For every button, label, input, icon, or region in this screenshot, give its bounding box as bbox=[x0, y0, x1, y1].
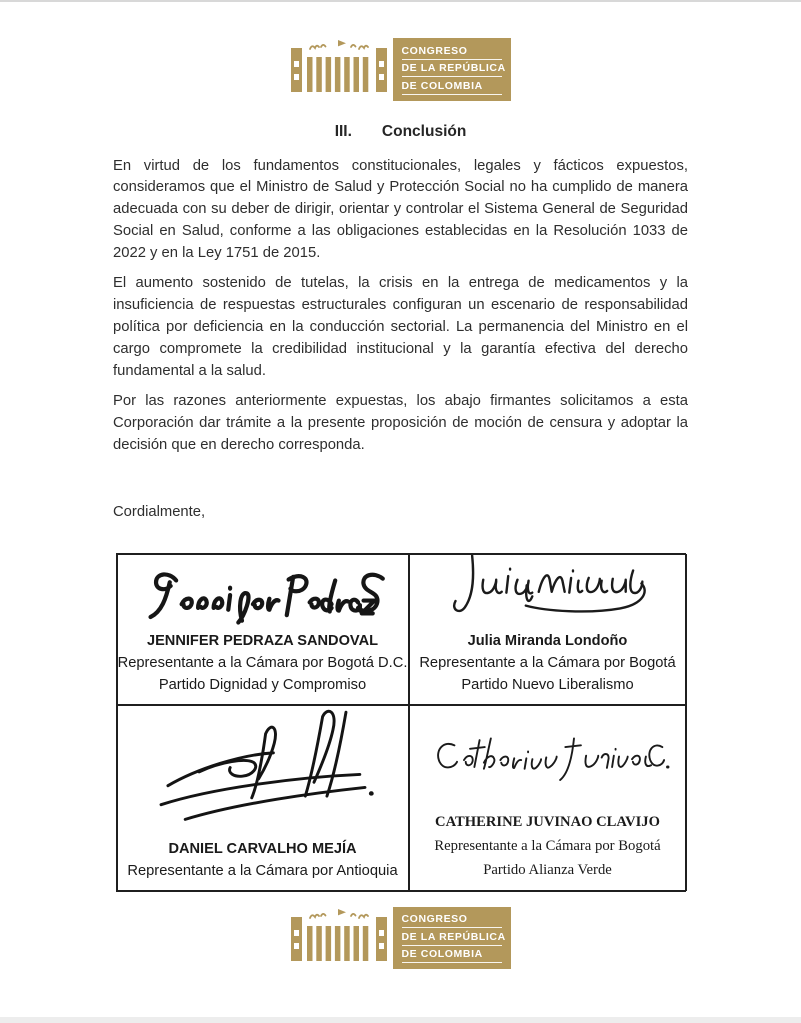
section-title: Conclusión bbox=[381, 122, 467, 140]
signatory-party: Partido Nuevo Liberalismo bbox=[461, 676, 634, 693]
paragraph-2: El aumento sostenido de tutelas, la crisis en la entrega de medicamentos y la insuficiencia de respuestas estructurales configuran un escenario de responsabilidad política por deficiencia en la conducción sectorial. La permanencia del Ministro en el cargo compromete la credibilidad institucional y la garantía efectiva del derecho fundamental a la salud. bbox=[113, 275, 688, 379]
signatory-title: Representante a la Cámara por Bogotá D.C. bbox=[117, 654, 408, 671]
signatory-title: Representante a la Cámara por Antioquia bbox=[127, 862, 398, 879]
signatory-name: JENNIFER PEDRAZA SANDOVAL bbox=[146, 632, 379, 649]
logo-line-3: DE COLOMBIA bbox=[402, 946, 502, 964]
paragraph-1: En virtud de los fundamentos constitucionales, legales y fácticos expuestos, consideramos que el Ministro de Salud y Protección Social no ha cumplido de manera adecuada con su deber de dirigir, orientar y controlar el Sistema General de Seguridad Social en Salud, conforme a las obligaciones establecidas en la Resolución 1033 de 2022 y en la Ley 1751 de 2015. bbox=[113, 157, 688, 261]
signature-cell-julia-miranda bbox=[409, 554, 687, 705]
signatory-name: DANIEL CARVALHO MEJÍA bbox=[168, 840, 357, 857]
signature-jennifer-pedraza-image bbox=[138, 564, 388, 628]
signature-cell-daniel-carvalho bbox=[117, 705, 409, 891]
logo-line-2: DE LA REPÚBLICA bbox=[402, 928, 502, 946]
section-heading bbox=[0, 123, 801, 141]
section-number: III. bbox=[334, 122, 352, 140]
signature-julia-miranda-image bbox=[437, 554, 659, 628]
signature-daniel-carvalho-image bbox=[142, 706, 384, 836]
capitol-building-icon bbox=[291, 907, 387, 961]
congress-logo-bottom bbox=[0, 907, 801, 970]
signature-cell-catherine-juvinao bbox=[409, 705, 687, 891]
signature-catherine-juvinao-image bbox=[425, 726, 671, 808]
logo-line-2: DE LA REPÚBLICA bbox=[402, 60, 502, 78]
signature-cell-jennifer-pedraza bbox=[117, 554, 409, 705]
paragraph-3: Por las razones anteriormente expuestas, los abajo firmantes solicitamos a esta Corporación dar trámite a la presente proposición de moción de censura y adoptar la decisión que en derecho corresponda. bbox=[113, 393, 688, 454]
signatory-party: Partido Alianza Verde bbox=[483, 861, 612, 878]
closing-salutation: Cordialmente, bbox=[113, 503, 206, 520]
signatory-title: Representante a la Cámara por Bogotá bbox=[434, 837, 661, 854]
signatory-name: CATHERINE JUVINAO CLAVIJO bbox=[435, 813, 660, 830]
congress-logo-text bbox=[393, 38, 511, 101]
logo-line-3: DE COLOMBIA bbox=[402, 77, 502, 95]
congress-logo-top bbox=[0, 2, 801, 101]
logo-line-1: CONGRESO bbox=[402, 42, 502, 60]
capitol-building-icon bbox=[291, 38, 387, 92]
signature-table bbox=[116, 553, 686, 892]
logo-line-1: CONGRESO bbox=[402, 911, 502, 929]
signatory-name: Julia Miranda Londoño bbox=[467, 632, 628, 649]
signatory-title: Representante a la Cámara por Bogotá bbox=[419, 654, 676, 671]
document-body bbox=[113, 156, 688, 524]
signatory-party: Partido Dignidad y Compromiso bbox=[158, 676, 367, 693]
congress-logo-text bbox=[393, 907, 511, 970]
